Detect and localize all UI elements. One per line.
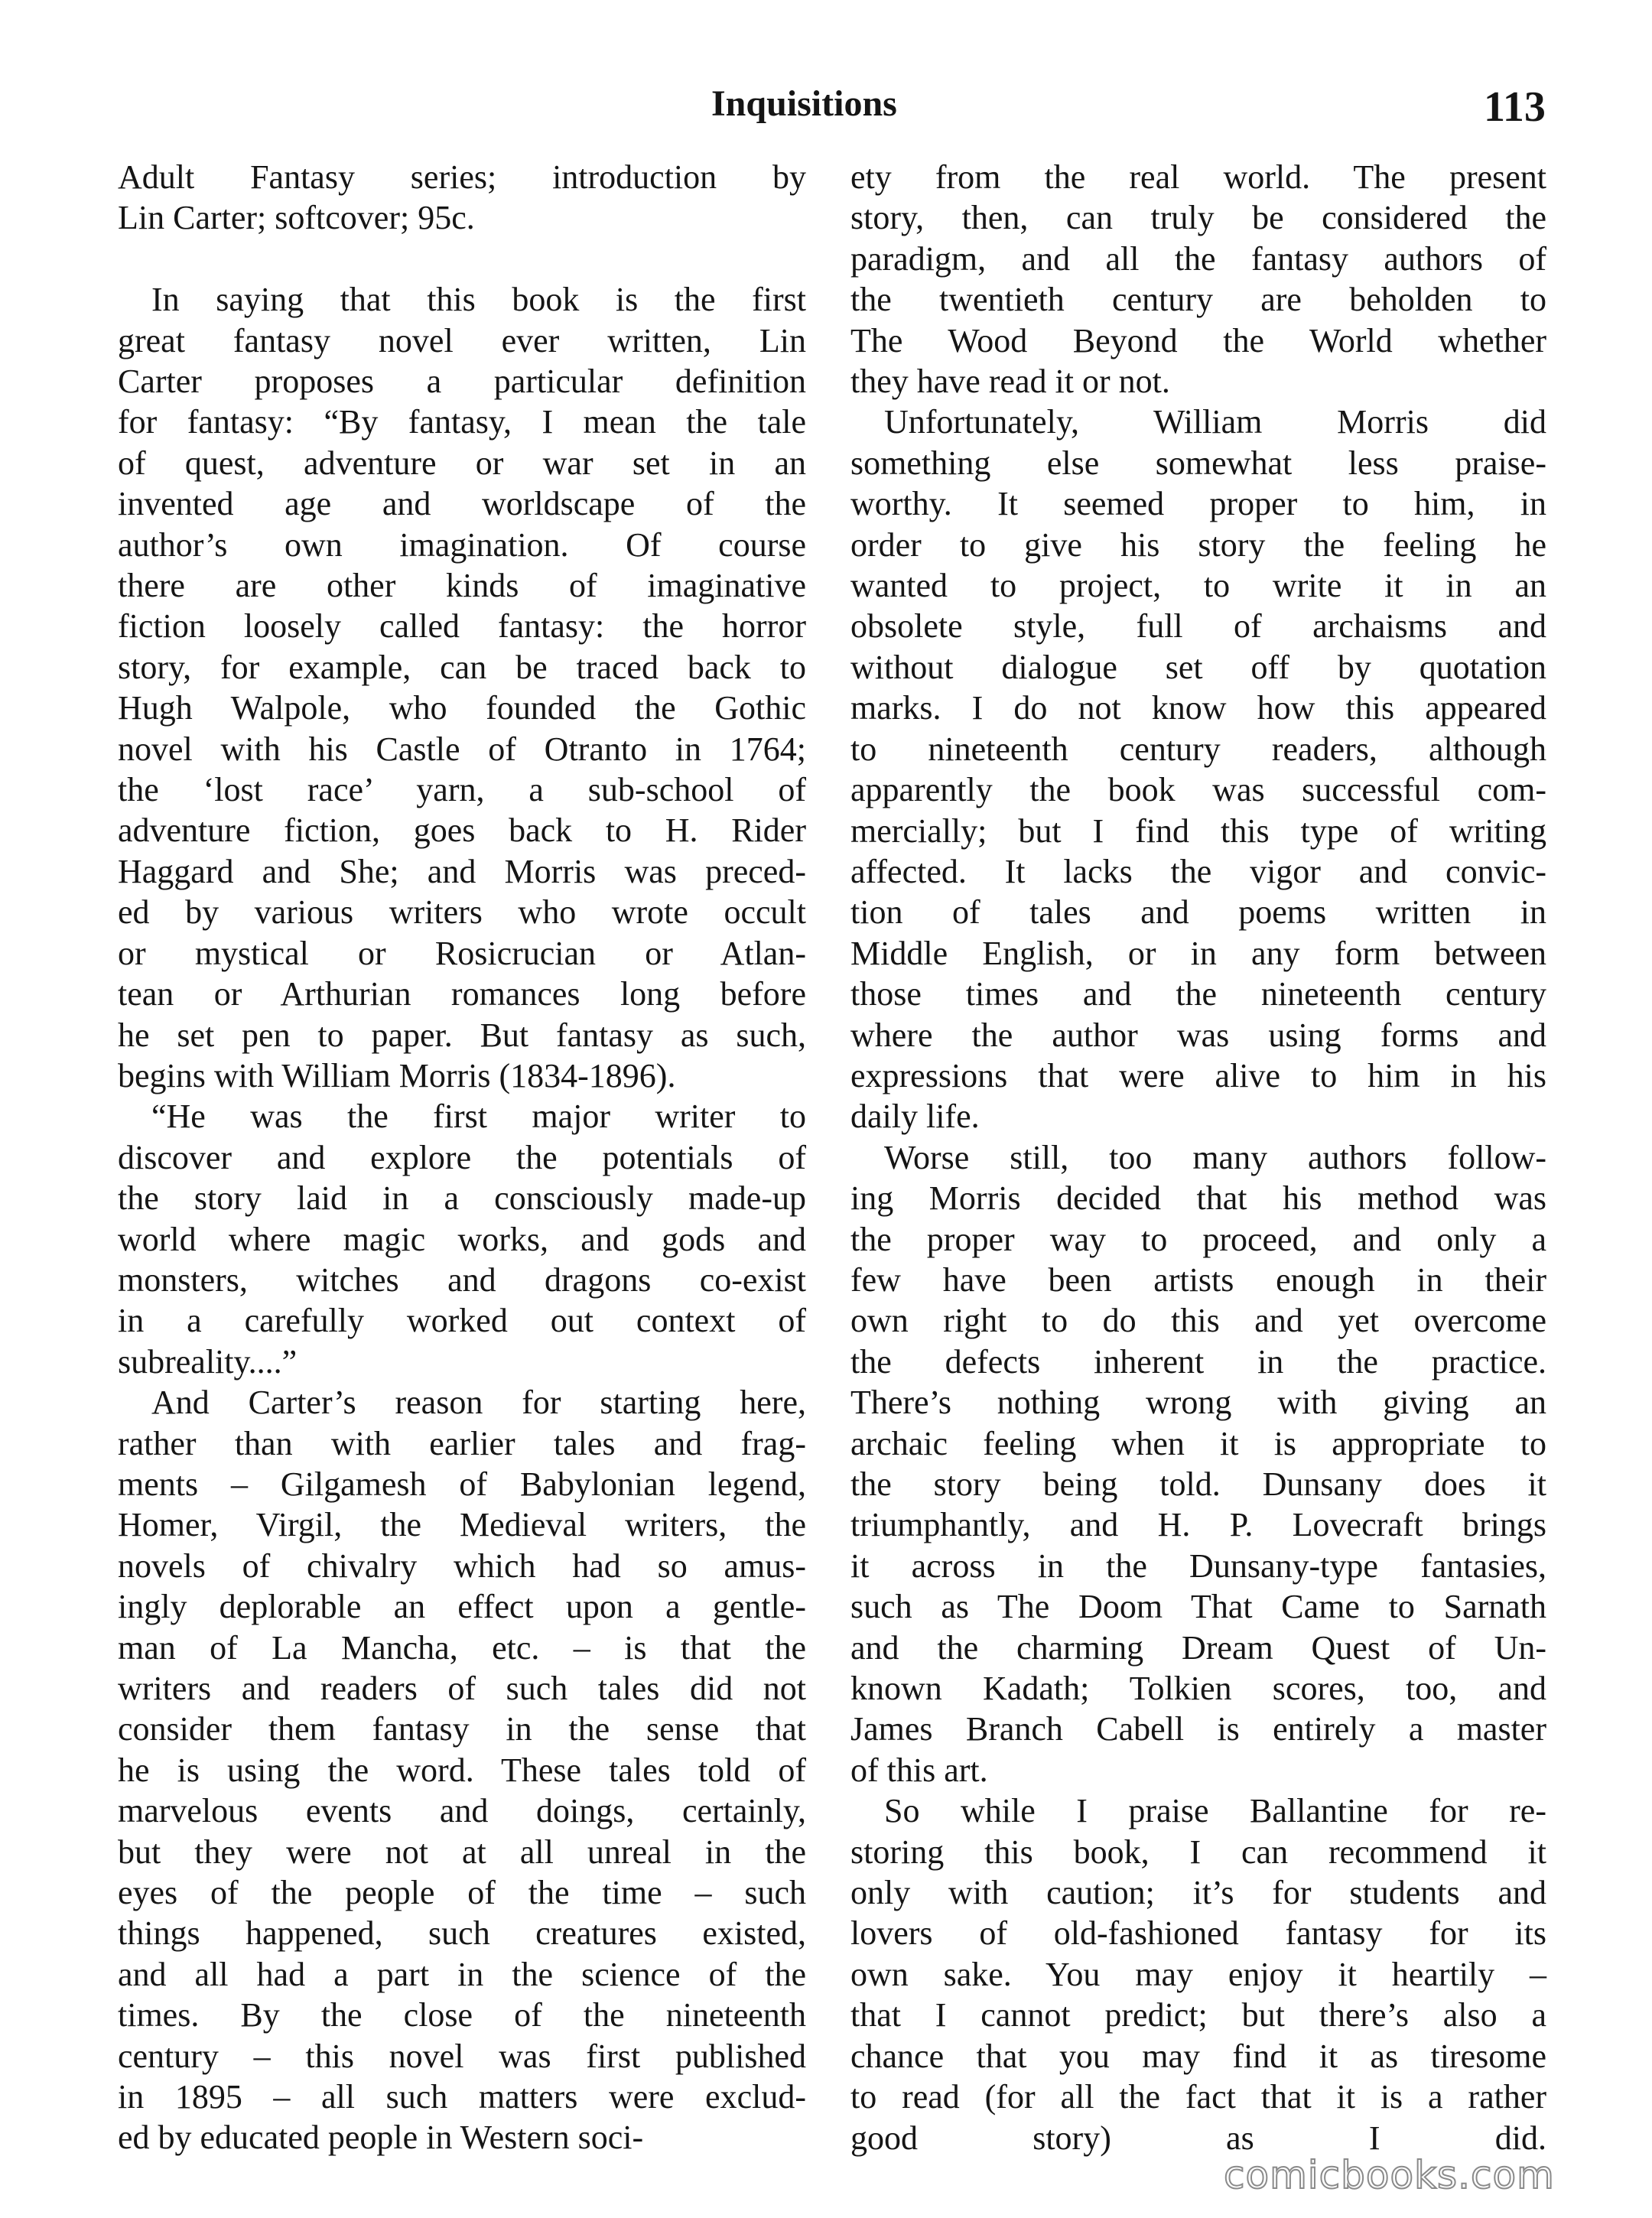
text-line: ing Morris decided that his method was: [850, 1179, 1546, 1218]
text-line: and the charming Dream Quest of Un-: [850, 1628, 1546, 1667]
text-line: where the author was using forms and: [850, 1016, 1546, 1054]
text-line: the story being told. Dunsany does it: [850, 1465, 1546, 1503]
text-line: novels of chivalry which had so amus-: [118, 1546, 806, 1585]
text-line: adventure fiction, goes back to H. Rider: [118, 811, 806, 850]
text-line: subreality....”: [118, 1342, 298, 1381]
text-line: begins with William Morris (1834-1896).: [118, 1056, 676, 1094]
text-line: James Branch Cabell is entirely a master: [850, 1710, 1546, 1748]
text-line: writers and readers of such tales did not: [118, 1670, 806, 1708]
text-line: And Carter’s reason for starting here,: [151, 1384, 806, 1422]
text-line: affected. It lacks the vigor and convic-: [850, 852, 1546, 890]
text-line: those times and the nineteenth century: [850, 975, 1546, 1013]
text-line: apparently the book was successful com-: [850, 771, 1546, 809]
text-line: he is using the word. These tales told of: [118, 1751, 806, 1789]
text-line: things happened, such creatures existed,: [118, 1914, 806, 1953]
text-line: Haggard and She; and Morris was preced-: [118, 852, 806, 890]
text-line: ed by educated people in Western soci-: [118, 2119, 644, 2157]
text-line: the ‘lost race’ yarn, a sub-school of: [118, 771, 806, 809]
text-line: of quest, adventure or war set in an: [118, 444, 806, 482]
text-line: chance that you may find it as tiresome: [850, 2037, 1546, 2075]
text-line: Worse still, too many authors follow-: [884, 1138, 1546, 1176]
text-line: or mystical or Rosicrucian or Atlan-: [118, 934, 806, 972]
running-head: Inquisitions: [711, 83, 897, 124]
text-line: great fantasy novel ever written, Lin: [118, 321, 806, 359]
page-number: 113: [1484, 83, 1546, 131]
text-line: in 1895 – all such matters were exclud-: [118, 2078, 806, 2116]
text-line: discover and explore the potentials of: [118, 1138, 806, 1176]
text-line: paradigm, and all the fantasy authors of: [850, 239, 1546, 278]
text-line: the defects inherent in the practice.: [850, 1342, 1546, 1381]
text-line: author’s own imagination. Of course: [118, 525, 806, 564]
text-line: novel with his Castle of Otranto in 1764;: [118, 730, 806, 768]
text-line: archaic feeling when it is appropriate to: [850, 1424, 1546, 1462]
text-line: known Kadath; Tolkien scores, too, and: [850, 1670, 1546, 1708]
watermark: comicbooks.com: [1224, 2153, 1555, 2197]
text-line: “He was the first major writer to: [151, 1098, 806, 1136]
text-line: only with caution; it’s for students and: [850, 1874, 1546, 1912]
text-line: invented age and worldscape of the: [118, 485, 806, 523]
text-line: worthy. It seemed proper to him, in: [850, 485, 1546, 523]
text-line: there are other kinds of imaginative: [118, 567, 806, 605]
text-line: ments – Gilgamesh of Babylonian legend,: [118, 1465, 806, 1503]
text-line: the proper way to proceed, and only a: [850, 1220, 1546, 1258]
text-line: such as The Doom That Came to Sarnath: [850, 1588, 1546, 1626]
text-line: obsolete style, full of archaisms and: [850, 607, 1546, 646]
text-line: marks. I do not know how this appeared: [850, 689, 1546, 727]
text-line: There’s nothing wrong with giving an: [850, 1384, 1546, 1422]
text-line: Hugh Walpole, who founded the Gothic: [118, 689, 806, 727]
text-line: man of La Mancha, etc. – is that the: [118, 1628, 806, 1667]
text-line: ety from the real world. The present: [850, 158, 1546, 196]
text-line: he set pen to paper. But fantasy as such,: [118, 1016, 806, 1054]
text-line: good story) as I did.: [850, 2119, 1546, 2157]
text-line: times. By the close of the nineteenth: [118, 1996, 806, 2034]
text-line: Unfortunately, William Morris did: [884, 403, 1546, 441]
text-line: Adult Fantasy series; introduction by: [118, 158, 806, 196]
text-line: rather than with earlier tales and frag-: [118, 1424, 806, 1462]
text-line: and all had a part in the science of the: [118, 1955, 806, 1993]
paragraph-gap: [118, 239, 806, 279]
text-line: expressions that were alive to him in his: [850, 1056, 1546, 1094]
text-line: Middle English, or in any form between: [850, 934, 1546, 972]
text-line: to nineteenth century readers, although: [850, 730, 1546, 768]
text-line: story, for example, can be traced back to: [118, 648, 806, 686]
text-line: own sake. You may enjoy it heartily –: [850, 1955, 1546, 1993]
text-line: wanted to project, to write it in an: [850, 567, 1546, 605]
text-line: storing this book, I can recommend it: [850, 1833, 1546, 1871]
text-line: triumphantly, and H. P. Lovecraft brings: [850, 1506, 1546, 1544]
text-line: Homer, Virgil, the Medieval writers, the: [118, 1506, 806, 1544]
text-line: the story laid in a consciously made-up: [118, 1179, 806, 1218]
text-line: it across in the Dunsany-type fantasies,: [850, 1546, 1546, 1585]
text-line: the twentieth century are beholden to: [850, 281, 1546, 319]
text-line: ed by various writers who wrote occult: [118, 893, 806, 932]
text-line: lovers of old-fashioned fantasy for its: [850, 1914, 1546, 1953]
right-text-column: [850, 157, 1546, 2158]
text-line: tean or Arthurian romances long before: [118, 975, 806, 1013]
text-line: fiction loosely called fantasy: the horror: [118, 607, 806, 646]
text-line: monsters, witches and dragons co-exist: [118, 1260, 806, 1299]
text-line: something else somewhat less praise-: [850, 444, 1546, 482]
text-line: for fantasy: “By fantasy, I mean the tale: [118, 403, 806, 441]
text-line: few have been artists enough in their: [850, 1260, 1546, 1299]
text-line: of this art.: [850, 1751, 988, 1789]
text-line: marvelous events and doings, certainly,: [118, 1792, 806, 1830]
text-line: without dialogue set off by quotation: [850, 648, 1546, 686]
text-line: The Wood Beyond the World whether: [850, 321, 1546, 359]
text-line: that I cannot predict; but there’s also a: [850, 1996, 1546, 2034]
text-line: world where magic works, and gods and: [118, 1220, 806, 1258]
text-line: story, then, can truly be considered the: [850, 199, 1546, 237]
text-line: in a carefully worked out context of: [118, 1302, 806, 1340]
text-line: they have read it or not.: [850, 363, 1170, 401]
left-text-column: [118, 157, 806, 2158]
text-line: mercially; but I find this type of writing: [850, 811, 1546, 850]
text-line: Carter proposes a particular definition: [118, 363, 806, 401]
text-line: In saying that this book is the first: [151, 281, 806, 319]
text-line: own right to do this and yet overcome: [850, 1302, 1546, 1340]
text-line: So while I praise Ballantine for re-: [884, 1792, 1546, 1830]
text-line: daily life.: [850, 1098, 980, 1136]
text-line: to read (for all the fact that it is a rather: [850, 2078, 1546, 2116]
text-line: eyes of the people of the time – such: [118, 1874, 806, 1912]
text-line: century – this novel was first published: [118, 2037, 806, 2075]
text-line: but they were not at all unreal in the: [118, 1833, 806, 1871]
text-line: tion of tales and poems written in: [850, 893, 1546, 932]
text-line: ingly deplorable an effect upon a gentle-: [118, 1588, 806, 1626]
text-line: Lin Carter; softcover; 95c.: [118, 199, 475, 237]
text-line: consider them fantasy in the sense that: [118, 1710, 806, 1748]
text-line: order to give his story the feeling he: [850, 525, 1546, 564]
